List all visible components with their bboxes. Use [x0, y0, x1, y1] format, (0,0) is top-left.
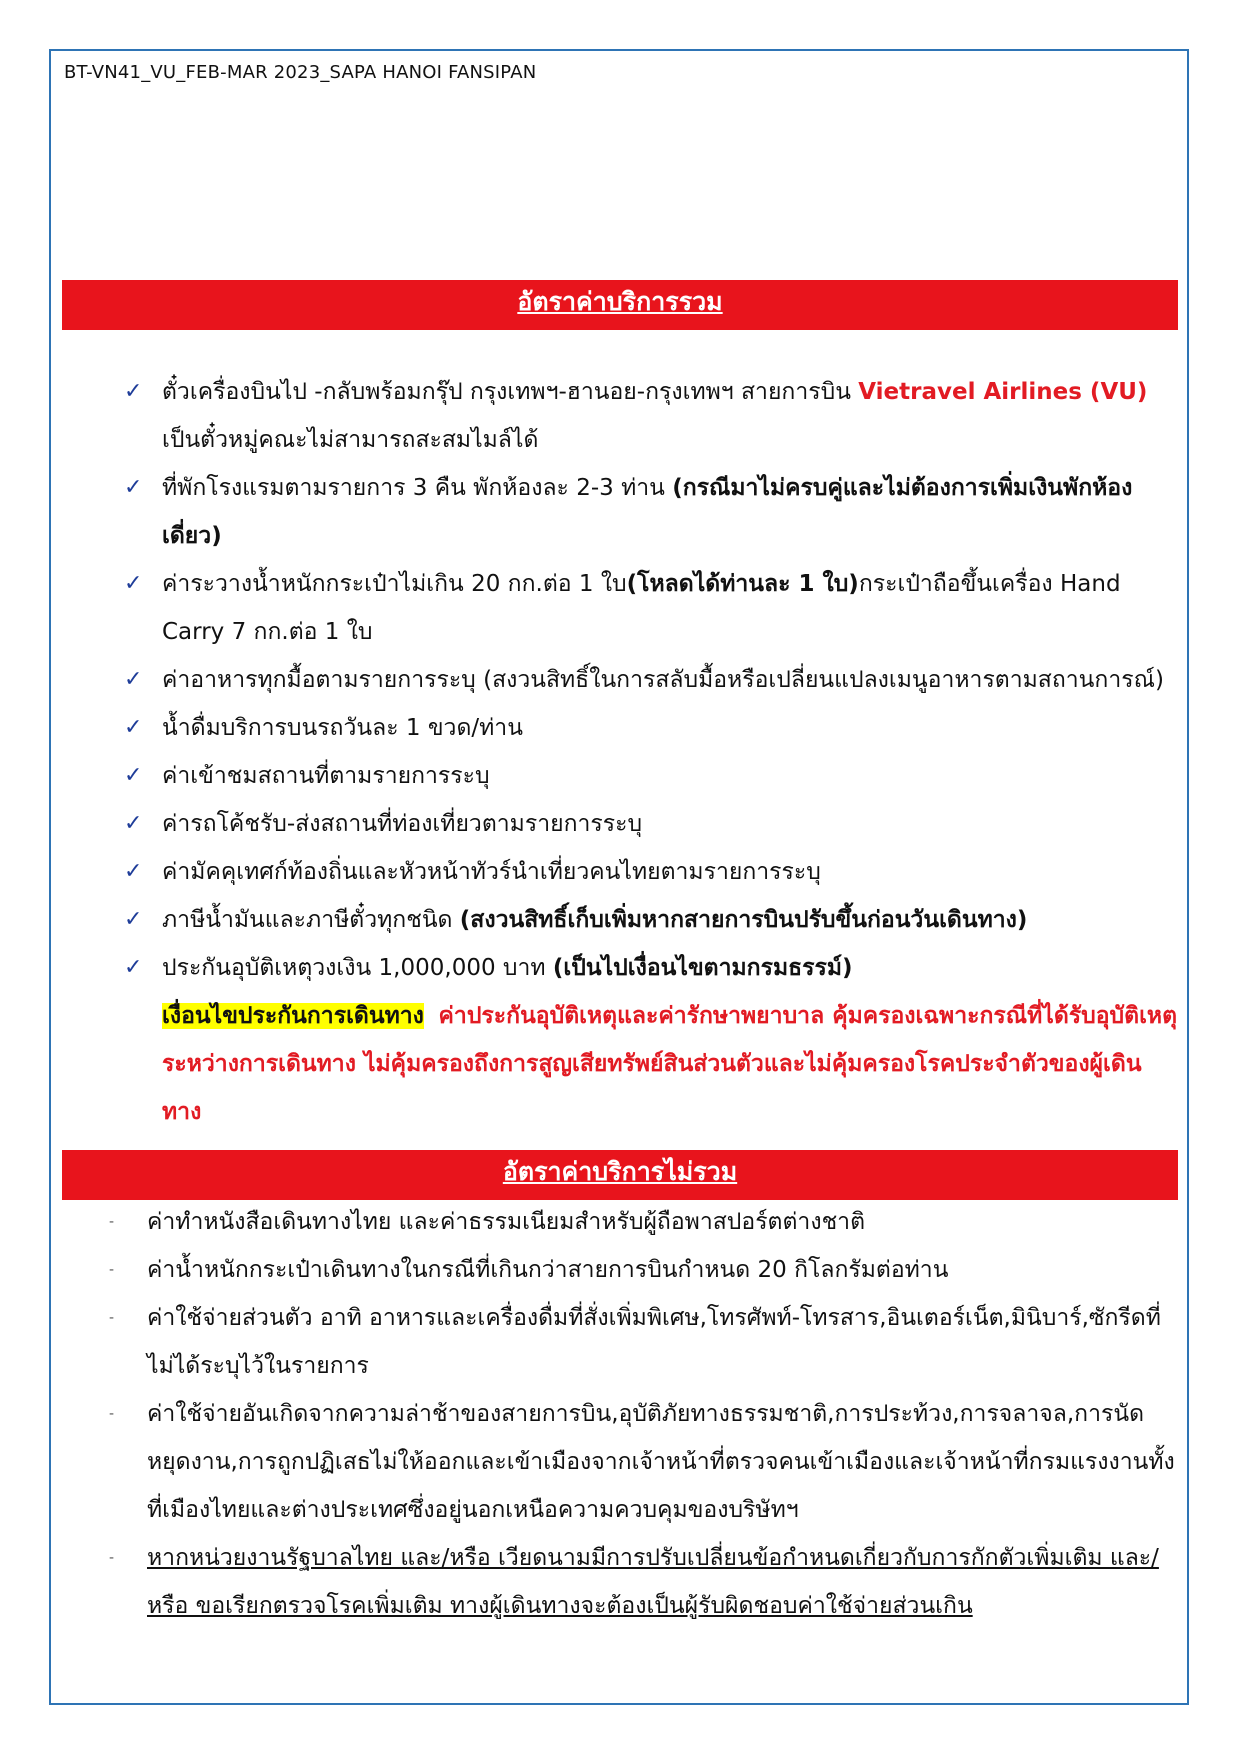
check-icon: ✓ [124, 955, 143, 980]
dash-icon: - [109, 1406, 115, 1422]
item-text: ค่าใช้จ่ายส่วนตัว อาทิ อาหารและเครื่องดื่มที่สั่งเพิ่มพิเศษ,โทรศัพท์-โทรสาร,อินเตอร์เน็ต,มินิบาร์,ซักรีดที่ไม่ได้ระบุไว้ในรายการ [147, 1305, 1161, 1379]
item-text: น้ำดื่มบริการบนรถวันละ 1 ขวด/ท่าน [162, 715, 523, 741]
list-item [62, 464, 1178, 560]
included-list [62, 368, 1178, 1136]
check-icon: ✓ [124, 667, 143, 692]
list-item [62, 896, 1178, 944]
list-item [62, 800, 1178, 848]
list-item [62, 1198, 1178, 1246]
list-item [62, 560, 1178, 656]
item-text: ที่พักโรงแรมตามรายการ 3 คืน พักห้องละ 2-3 ท่าน [162, 475, 673, 501]
list-item [62, 1390, 1178, 1534]
list-item [62, 752, 1178, 800]
item-text: หากหน่วยงานรัฐบาลไทย และ/หรือ เวียดนามมีการปรับเปลี่ยนข้อกำหนดเกี่ยวกับการกักตัวเพิ่มเติม และ/หรือ ขอเรียกตรวจโรคเพิ่มเติม ทางผู้เดินทางจะต้องเป็นผู้รับผิดชอบค่าใช้จ่ายส่วนเกิน [147, 1545, 1159, 1619]
item-emphasis: (สงวนสิทธิ์เก็บเพิ่มหากสายการบินปรับขึ้นก่อนวันเดินทาง) [459, 907, 1028, 933]
item-text: ค่ามัคคุเทศก์ท้องถิ่นและหัวหน้าทัวร์นำเที่ยวคนไทยตามรายการระบุ [162, 859, 821, 885]
dash-icon: - [109, 1310, 115, 1326]
insurance-condition-note: ค่าประกันอุบัติเหตุและค่ารักษาพยาบาล คุ้มครองเฉพาะกรณีที่ได้รับอุบัติเหตุระหว่างการเดินทาง ไม่คุ้มครองถึงการสูญเสียทรัพย์สินส่วนตัวและไม่คุ้มครองโรคประจำตัวของผู้เดินทาง [162, 1003, 1178, 1125]
list-item [62, 656, 1178, 704]
item-text: ค่าระวางน้ำหนักกระเป๋าไม่เกิน 20 กก.ต่อ 1 ใบ [162, 571, 627, 597]
check-icon: ✓ [124, 475, 143, 500]
list-item [62, 848, 1178, 896]
document-code: BT-VN41_VU_FEB-MAR 2023_SAPA HANOI FANSIPAN [64, 62, 537, 83]
dash-icon: - [109, 1262, 115, 1278]
check-icon: ✓ [124, 571, 143, 596]
insurance-condition-label: เงื่อนไขประกันการเดินทาง [162, 1003, 424, 1029]
item-text: เป็นตั๋วหมู่คณะไม่สามารถสะสมไมล์ได้ [162, 427, 539, 453]
check-icon: ✓ [124, 811, 143, 836]
item-text: ค่ารถโค้ชรับ-ส่งสถานที่ท่องเที่ยวตามรายการระบุ [162, 811, 643, 837]
item-text: ค่าน้ำหนักกระเป๋าเดินทางในกรณีที่เกินกว่าสายการบินกำหนด 20 กิโลกรัมต่อท่าน [147, 1257, 949, 1283]
list-item [62, 1294, 1178, 1390]
list-item [62, 704, 1178, 752]
excluded-section-title: อัตราค่าบริการไม่รวม [502, 1157, 738, 1186]
airline-name: Vietravel Airlines (VU) [858, 379, 1148, 405]
item-text: ค่าทำหนังสือเดินทางไทย และค่าธรรมเนียมสำหรับผู้ถือพาสปอร์ตต่างชาติ [147, 1209, 866, 1235]
list-item [62, 368, 1178, 464]
check-icon: ✓ [124, 907, 143, 932]
item-text: ประกันอุบัติเหตุวงเงิน 1,000,000 บาท [162, 955, 553, 981]
excluded-section-header [62, 1150, 1178, 1200]
check-icon: ✓ [124, 859, 143, 884]
item-text: ภาษีน้ำมันและภาษีตั๋วทุกชนิด [162, 907, 460, 933]
item-text: ตั๋วเครื่องบินไป -กลับพร้อมกรุ๊ป กรุงเทพฯ-ฮานอย-กรุงเทพฯ สายการบิน [162, 379, 859, 405]
included-section-title: อัตราค่าบริการรวม [517, 287, 723, 316]
dash-icon: - [109, 1214, 115, 1230]
item-text: ค่าเข้าชมสถานที่ตามรายการระบุ [162, 763, 490, 789]
item-emphasis: (กรณีมาไม่ครบคู่และไม่ต้องการเพิ่มเงินพักห้องเดี่ยว) [162, 475, 1133, 549]
check-icon: ✓ [124, 763, 143, 788]
item-text: กระเป๋าถือขึ้นเครื่อง Hand Carry 7 กก.ต่อ 1 ใบ [162, 571, 1121, 645]
list-item [62, 1534, 1178, 1630]
check-icon: ✓ [124, 379, 143, 404]
check-icon: ✓ [124, 715, 143, 740]
dash-icon: - [109, 1550, 115, 1566]
item-text: ค่าอาหารทุกมื้อตามรายการระบุ (สงวนสิทธิ์ในการสลับมื้อหรือเปลี่ยนแปลงเมนูอาหารตามสถานการณ์) [162, 667, 1164, 693]
list-item [62, 1246, 1178, 1294]
included-section-header [62, 280, 1178, 330]
item-text: ค่าใช้จ่ายอันเกิดจากความล่าช้าของสายการบิน,อุบัติภัยทางธรรมชาติ,การประท้วง,การจลาจล,การนัดหยุดงาน,การถูกปฏิเสธไม่ให้ออกและเข้าเมืองจากเจ้าหน้าที่ตรวจคนเข้าเมืองและเจ้าหน้าที่กรมแรงงานทั้งที่เมืองไทยและต่างประเทศซึ่งอยู่นอกเหนือความควบคุมของบริษัทฯ [147, 1401, 1175, 1523]
item-emphasis: (เป็นไปเงื่อนไขตามกรมธรรม์) [552, 955, 853, 981]
excluded-list [62, 1198, 1178, 1630]
item-emphasis: (โหลดได้ท่านละ 1 ใบ) [626, 571, 859, 597]
list-item [62, 944, 1178, 1136]
